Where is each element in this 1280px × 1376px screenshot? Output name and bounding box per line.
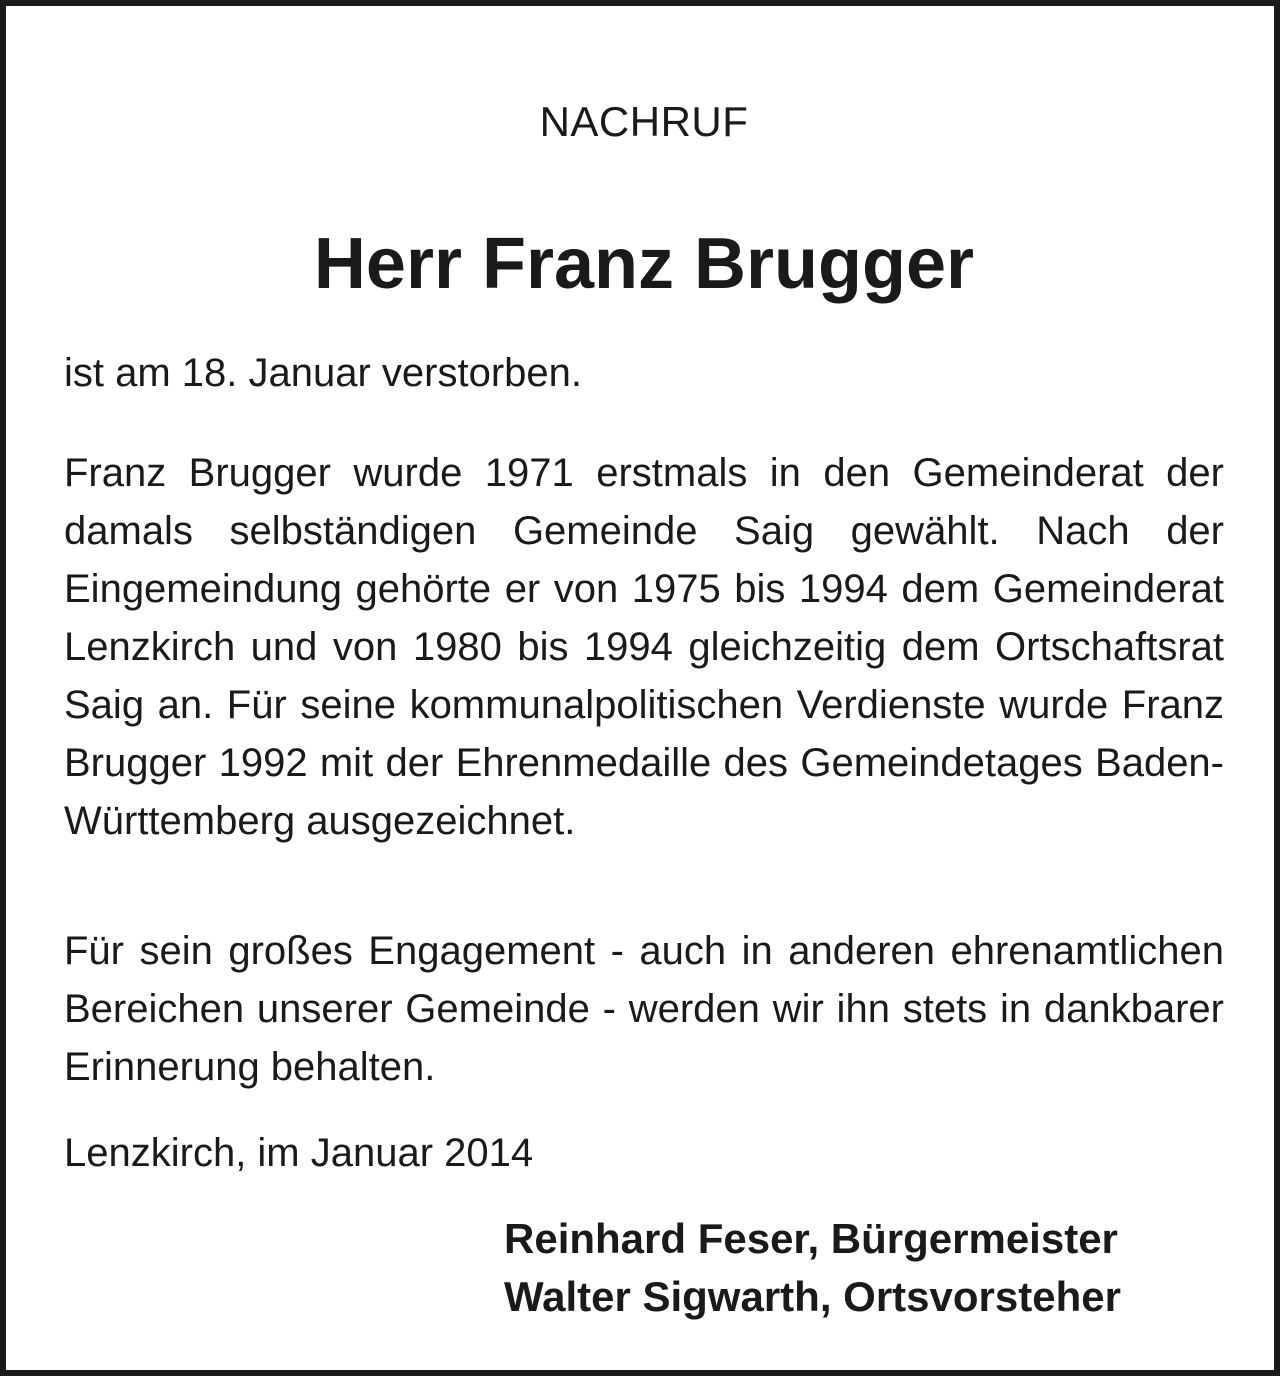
deceased-name: Herr Franz Brugger <box>313 224 975 304</box>
notice-heading: NACHRUF <box>539 98 749 145</box>
death-statement: ist am 18. Januar verstorben. <box>64 351 583 395</box>
signature-local-chief: Walter Sigwarth, Ortsvorsteher <box>504 1273 1121 1320</box>
signature-block <box>504 1210 1224 1326</box>
signature-mayor: Reinhard Feser, Bürgermeister <box>504 1215 1118 1262</box>
place-date-line: Lenzkirch, im Januar 2014 <box>64 1131 534 1175</box>
biography-paragraph: Franz Brugger wurde 1971 erstmals in den Gemeinderat der damals selbständigen Gemeinde Saig gewählt. Nach der Eingemeindung gehörte er von 1975 bis 1994 dem Gemeinderat Lenzkirch und von 1980 bis 1994 gleichzeitig dem Ortschaftsrat Saig an. Für seine kommunalpolitischen Verdienste wurde Franz Brugger 1992 mit der Ehrenmedaille des Gemeindetages Baden-Württemberg ausgezeichnet. <box>64 451 1224 843</box>
gratitude-paragraph: Für sein großes Engagement - auch in anderen ehrenamtlichen Bereichen unserer Gemeinde - werden wir ihn stets in dankbarer Erinnerung behalten. <box>64 929 1224 1089</box>
